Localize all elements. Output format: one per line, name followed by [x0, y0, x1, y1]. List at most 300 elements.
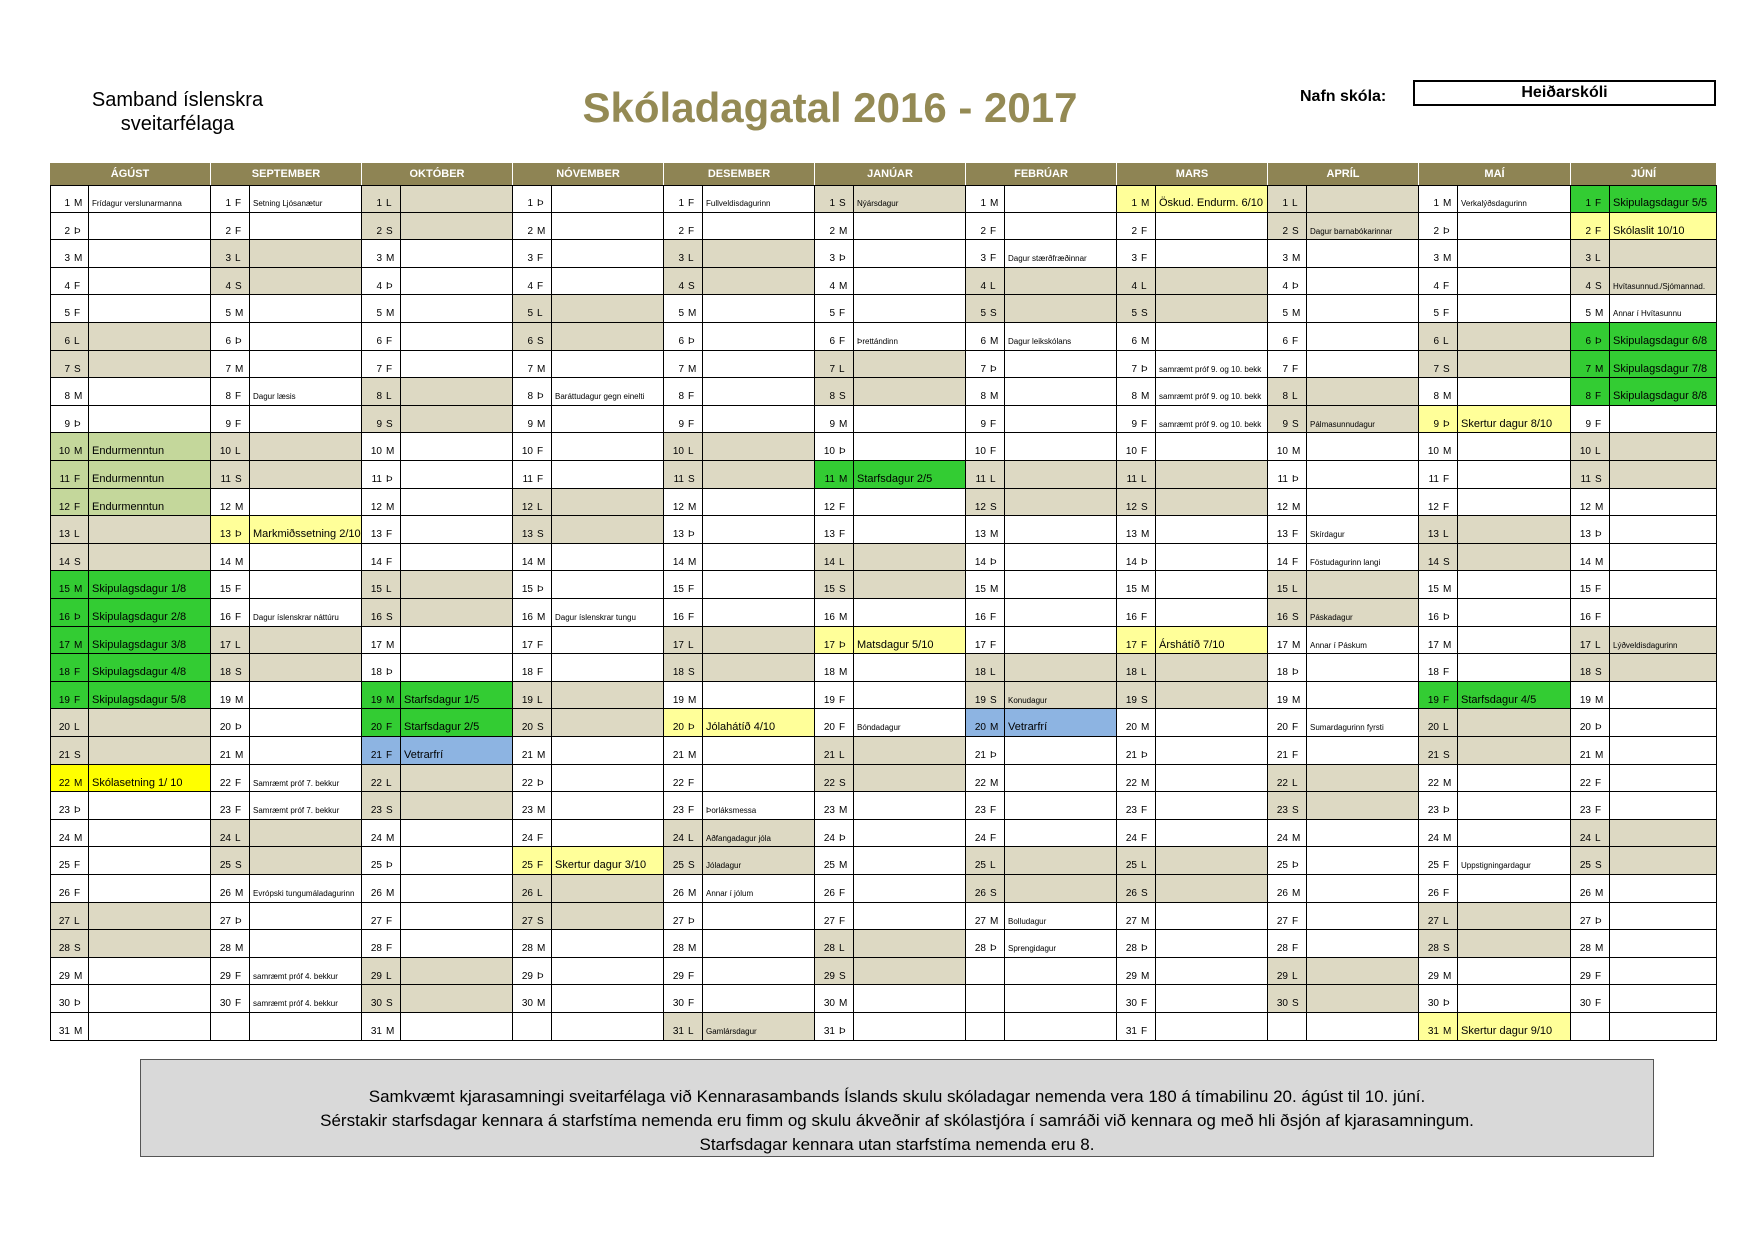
- weekday-letter: S: [839, 584, 846, 596]
- weekday-letter: F: [688, 777, 695, 789]
- weekday-letter: S: [688, 474, 695, 485]
- weekday-letter: F: [386, 915, 393, 927]
- weekday-letter: L: [1443, 915, 1449, 927]
- cell-divider: [702, 820, 703, 847]
- day-cell: [50, 516, 211, 544]
- cell-divider: [1306, 903, 1307, 930]
- weekday-letter: L: [1443, 529, 1449, 541]
- day-cell: [966, 268, 1117, 296]
- day-number: 4: [678, 280, 684, 292]
- weekday-letter: M: [74, 1026, 83, 1037]
- cell-divider: [1004, 489, 1005, 516]
- day-number: 18: [1579, 667, 1591, 679]
- day-number: 29: [58, 970, 70, 982]
- day-cell: [362, 709, 513, 737]
- weekday-letter: Þ: [537, 391, 544, 403]
- cell-divider: [702, 709, 703, 736]
- cell-divider: [551, 351, 552, 378]
- day-cell: [1117, 240, 1268, 268]
- cell-divider: [702, 323, 703, 350]
- weekday-letter: S: [1443, 943, 1450, 955]
- day-cell: [815, 737, 966, 765]
- day-number: 12: [823, 501, 835, 513]
- weekday-letter: L: [74, 915, 80, 927]
- cell-divider: [551, 185, 552, 212]
- day-cell: [1117, 847, 1268, 875]
- cell-divider: [400, 461, 401, 488]
- day-cell: [211, 627, 362, 655]
- weekday-letter: Þ: [1141, 750, 1148, 761]
- day-cell: [362, 516, 513, 544]
- weekday-letter: Þ: [1292, 280, 1299, 292]
- day-number: 2: [376, 225, 382, 237]
- day-number: 26: [521, 888, 533, 899]
- cell-divider: [400, 792, 401, 819]
- day-cell: [211, 903, 362, 931]
- weekday-letter: Þ: [1141, 363, 1148, 375]
- day-cell: [1419, 295, 1571, 323]
- cell-divider: [1155, 682, 1156, 709]
- day-cell: [664, 599, 815, 627]
- day-number: 29: [823, 970, 835, 982]
- cell-divider: [1609, 820, 1610, 847]
- day-cell: [211, 820, 362, 848]
- day-number: 10: [521, 446, 533, 458]
- weekday-letter: F: [74, 860, 81, 872]
- day-cell: [1117, 1013, 1268, 1041]
- day-cell: [362, 351, 513, 379]
- day-cell: [1419, 461, 1571, 489]
- cell-divider: [702, 461, 703, 488]
- weekday-letter: Þ: [990, 556, 997, 568]
- day-number: 14: [672, 556, 684, 568]
- weekday-letter: L: [1141, 860, 1147, 872]
- day-number: 16: [219, 612, 231, 623]
- weekday-letter: F: [688, 805, 695, 817]
- day-cell: [362, 378, 513, 406]
- weekday-letter: Þ: [74, 805, 81, 817]
- weekday-letter: Þ: [235, 722, 242, 734]
- day-cell: [1268, 406, 1419, 434]
- cell-divider: [249, 709, 250, 736]
- day-number: 29: [1579, 970, 1591, 982]
- cell-divider: [702, 654, 703, 681]
- cell-divider: [1155, 378, 1156, 405]
- day-cell: [1419, 571, 1571, 599]
- day-cell: [966, 461, 1117, 489]
- day-number: 5: [527, 308, 533, 320]
- day-number: 14: [219, 556, 231, 568]
- day-number: 3: [527, 253, 533, 265]
- day-number: 9: [64, 418, 70, 430]
- day-number: 22: [1427, 777, 1439, 789]
- cell-divider: [1609, 295, 1610, 322]
- day-number: 20: [823, 722, 835, 734]
- day-number: 24: [672, 832, 684, 844]
- cell-divider: [1609, 654, 1610, 681]
- day-number: 26: [672, 888, 684, 899]
- cell-divider: [1004, 599, 1005, 626]
- day-number: 25: [370, 860, 382, 872]
- weekday-letter: M: [1443, 391, 1452, 403]
- day-number: 15: [219, 584, 231, 596]
- weekday-letter: Þ: [74, 418, 81, 430]
- cell-divider: [249, 847, 250, 874]
- day-number: 27: [1125, 915, 1137, 927]
- cell-divider: [1457, 875, 1458, 902]
- day-number: 7: [980, 363, 986, 375]
- day-cell: [362, 958, 513, 986]
- day-number: 29: [1125, 970, 1137, 982]
- cell-divider: [400, 627, 401, 654]
- cell-divider: [1004, 571, 1005, 598]
- day-note: Verkalýðsdagurinn: [1461, 199, 1527, 208]
- cell-divider: [1457, 544, 1458, 571]
- cell-divider: [1609, 433, 1610, 460]
- day-cell: [815, 903, 966, 931]
- weekday-letter: M: [1292, 253, 1301, 265]
- weekday-letter: Þ: [1141, 943, 1148, 955]
- day-cell: [1571, 682, 1717, 710]
- day-cell: [211, 765, 362, 793]
- day-number: 17: [672, 639, 684, 651]
- day-cell: [211, 351, 362, 379]
- cell-divider: [249, 903, 250, 930]
- cell-divider: [1155, 213, 1156, 240]
- day-cell: [966, 295, 1117, 323]
- weekday-letter: S: [990, 308, 997, 320]
- day-note: samræmt próf 9. og 10. bekk: [1159, 392, 1262, 402]
- day-cell: [513, 295, 664, 323]
- cell-divider: [1609, 709, 1610, 736]
- day-cell: [362, 295, 513, 323]
- day-number: 12: [58, 501, 70, 513]
- day-cell: [50, 627, 211, 655]
- weekday-letter: Þ: [1443, 998, 1450, 1010]
- day-cell: [211, 571, 362, 599]
- day-number: 27: [370, 915, 382, 927]
- weekday-letter: Þ: [1595, 722, 1602, 734]
- cell-divider: [249, 433, 250, 460]
- day-cell: [50, 351, 211, 379]
- day-cell: [211, 268, 362, 296]
- day-cell: [513, 406, 664, 434]
- day-cell: [1268, 323, 1419, 351]
- day-number: 2: [1433, 225, 1439, 237]
- weekday-letter: S: [235, 667, 242, 679]
- cell-divider: [551, 544, 552, 571]
- day-cell: [513, 875, 664, 903]
- day-number: 28: [1276, 943, 1288, 955]
- cell-divider: [1155, 847, 1156, 874]
- cell-divider: [702, 627, 703, 654]
- weekday-letter: S: [386, 998, 393, 1010]
- weekday-letter: F: [1141, 446, 1148, 458]
- cell-divider: [853, 765, 854, 792]
- cell-divider: [400, 433, 401, 460]
- cell-divider: [249, 351, 250, 378]
- day-number: 18: [672, 667, 684, 679]
- day-cell: [362, 875, 513, 903]
- weekday-letter: Þ: [688, 336, 695, 347]
- day-cell: [966, 985, 1117, 1013]
- day-cell: [362, 544, 513, 572]
- weekday-letter: F: [537, 860, 544, 872]
- weekday-letter: F: [74, 474, 81, 485]
- day-number: 21: [823, 750, 835, 761]
- day-number: 18: [219, 667, 231, 679]
- cell-divider: [551, 240, 552, 267]
- weekday-letter: F: [1141, 418, 1148, 430]
- day-number: 20: [521, 722, 533, 734]
- day-number: 24: [823, 832, 835, 844]
- day-number: 7: [376, 363, 382, 375]
- cell-divider: [702, 268, 703, 295]
- day-cell: [1268, 1013, 1419, 1041]
- cell-divider: [249, 571, 250, 598]
- day-cell: [1117, 985, 1268, 1013]
- day-cell: [664, 240, 815, 268]
- day-number: 16: [521, 612, 533, 623]
- day-cell: [1419, 489, 1571, 517]
- cell-divider: [1609, 185, 1610, 212]
- cell-divider: [1609, 544, 1610, 571]
- day-cell: [1571, 820, 1717, 848]
- day-cell: [1117, 571, 1268, 599]
- day-number: 29: [521, 970, 533, 982]
- day-cell: [815, 958, 966, 986]
- weekday-letter: M: [386, 888, 395, 899]
- weekday-letter: M: [688, 943, 697, 955]
- weekday-letter: Þ: [1443, 418, 1450, 430]
- cell-divider: [249, 323, 250, 350]
- weekday-letter: M: [1443, 970, 1452, 982]
- day-number: 29: [1427, 970, 1439, 982]
- weekday-letter: S: [839, 391, 846, 403]
- weekday-letter: M: [537, 943, 546, 955]
- day-number: 13: [672, 529, 684, 541]
- weekday-letter: F: [839, 308, 846, 320]
- cell-divider: [702, 875, 703, 902]
- weekday-letter: M: [1595, 501, 1604, 513]
- weekday-letter: M: [235, 363, 244, 375]
- day-number: 19: [1427, 694, 1439, 706]
- day-number: 21: [1125, 750, 1137, 761]
- weekday-letter: Þ: [1595, 336, 1602, 347]
- cell-divider: [551, 489, 552, 516]
- day-cell: [815, 1013, 966, 1041]
- weekday-letter: F: [235, 998, 242, 1010]
- day-cell: [50, 792, 211, 820]
- day-cell: [362, 985, 513, 1013]
- cell-divider: [1004, 433, 1005, 460]
- day-cell: [1419, 709, 1571, 737]
- day-cell: [664, 682, 815, 710]
- cell-divider: [88, 571, 89, 598]
- cell-divider: [702, 985, 703, 1012]
- day-cell: [513, 709, 664, 737]
- day-cell: [513, 958, 664, 986]
- day-cell: [664, 213, 815, 241]
- school-name-field[interactable]: Heiðarskóli: [1413, 80, 1716, 106]
- day-number: 23: [521, 805, 533, 817]
- day-number: 21: [370, 750, 382, 761]
- day-cell: [211, 378, 362, 406]
- day-cell: [1571, 654, 1717, 682]
- day-number: 10: [370, 446, 382, 458]
- day-number: 4: [1131, 280, 1137, 292]
- day-number: 25: [219, 860, 231, 872]
- day-number: 23: [1125, 805, 1137, 817]
- day-number: 21: [521, 750, 533, 761]
- weekday-letter: F: [1595, 998, 1602, 1010]
- cell-divider: [1457, 240, 1458, 267]
- day-note: Jólahátíð 4/10: [706, 721, 776, 734]
- cell-divider: [551, 461, 552, 488]
- cell-divider: [1155, 1013, 1156, 1040]
- weekday-letter: F: [1595, 777, 1602, 789]
- cell-divider: [702, 351, 703, 378]
- cell-divider: [1457, 213, 1458, 240]
- weekday-letter: F: [688, 584, 695, 596]
- cell-divider: [702, 516, 703, 543]
- day-number: 17: [1427, 639, 1439, 651]
- cell-divider: [551, 268, 552, 295]
- weekday-letter: S: [1292, 998, 1299, 1010]
- day-cell: [211, 654, 362, 682]
- day-note: samræmt próf 4. bekkur: [253, 971, 338, 981]
- day-cell: [664, 323, 815, 351]
- weekday-letter: S: [386, 418, 393, 430]
- cell-divider: [1609, 903, 1610, 930]
- day-cell: [50, 820, 211, 848]
- weekday-letter: F: [839, 694, 846, 706]
- day-number: 8: [225, 391, 231, 403]
- day-note: Hvítasunnud./Sjómannad.: [1613, 281, 1706, 291]
- month-header: DESEMBER: [664, 163, 815, 185]
- cell-divider: [1155, 295, 1156, 322]
- cell-divider: [1004, 185, 1005, 212]
- day-cell: [815, 682, 966, 710]
- weekday-letter: S: [990, 501, 997, 513]
- cell-divider: [1155, 930, 1156, 957]
- cell-divider: [1004, 240, 1005, 267]
- cell-divider: [1004, 516, 1005, 543]
- day-cell: [664, 958, 815, 986]
- day-cell: [664, 185, 815, 213]
- cell-divider: [88, 489, 89, 516]
- day-cell: [513, 378, 664, 406]
- day-number: 3: [1131, 253, 1137, 265]
- day-number: 21: [1579, 750, 1591, 761]
- cell-divider: [400, 295, 401, 322]
- weekday-letter: L: [537, 501, 543, 513]
- weekday-letter: L: [1595, 832, 1601, 844]
- weekday-letter: L: [839, 363, 845, 375]
- day-cell: [966, 765, 1117, 793]
- weekday-letter: M: [1443, 777, 1452, 789]
- weekday-letter: M: [1292, 446, 1301, 458]
- day-number: 26: [219, 888, 231, 899]
- cell-divider: [551, 765, 552, 792]
- day-number: 16: [823, 612, 835, 623]
- day-cell: [362, 433, 513, 461]
- day-cell: [211, 1013, 362, 1041]
- cell-divider: [853, 240, 854, 267]
- cell-divider: [1004, 378, 1005, 405]
- cell-divider: [1609, 240, 1610, 267]
- day-note: Skipulagsdagur 3/8: [92, 638, 187, 651]
- weekday-letter: F: [990, 805, 997, 817]
- day-number: 10: [672, 446, 684, 458]
- school-calendar: [50, 163, 1717, 1041]
- weekday-letter: M: [386, 832, 395, 844]
- cell-divider: [249, 792, 250, 819]
- weekday-letter: M: [537, 998, 546, 1010]
- cell-divider: [400, 544, 401, 571]
- weekday-letter: S: [74, 363, 81, 375]
- weekday-letter: Þ: [386, 280, 393, 292]
- day-cell: [966, 489, 1117, 517]
- cell-divider: [853, 489, 854, 516]
- day-number: 25: [521, 860, 533, 872]
- day-note: Skipulagsdagur 4/8: [92, 666, 187, 679]
- day-cell: [664, 406, 815, 434]
- day-number: 18: [974, 667, 986, 679]
- cell-divider: [1004, 709, 1005, 736]
- cell-divider: [1004, 295, 1005, 322]
- day-number: 3: [1585, 253, 1591, 265]
- month-header: JANÚAR: [815, 163, 966, 185]
- day-number: 24: [521, 832, 533, 844]
- day-number: 19: [1125, 694, 1137, 706]
- cell-divider: [88, 682, 89, 709]
- day-cell: [513, 240, 664, 268]
- day-cell: [966, 903, 1117, 931]
- weekday-letter: M: [1595, 888, 1604, 899]
- day-note: Endurmenntun: [92, 445, 165, 458]
- day-note: Árshátíð 7/10: [1159, 638, 1225, 651]
- day-cell: [513, 571, 664, 599]
- day-number: 24: [219, 832, 231, 844]
- cell-divider: [249, 654, 250, 681]
- day-number: 15: [370, 584, 382, 596]
- weekday-letter: S: [1141, 501, 1148, 513]
- day-number: 1: [225, 198, 231, 209]
- weekday-letter: S: [1141, 694, 1148, 706]
- weekday-letter: F: [688, 612, 695, 623]
- weekday-letter: F: [74, 308, 81, 320]
- day-cell: [966, 847, 1117, 875]
- day-cell: [362, 461, 513, 489]
- day-number: 22: [370, 777, 382, 789]
- day-number: 4: [980, 280, 986, 292]
- day-number: 18: [823, 667, 835, 679]
- weekday-letter: F: [990, 225, 997, 237]
- cell-divider: [88, 1013, 89, 1040]
- day-cell: [966, 875, 1117, 903]
- day-number: 12: [1579, 501, 1591, 513]
- day-cell: [513, 654, 664, 682]
- cell-divider: [1155, 875, 1156, 902]
- weekday-letter: F: [1443, 501, 1450, 513]
- day-cell: [966, 185, 1117, 213]
- cell-divider: [702, 544, 703, 571]
- cell-divider: [88, 351, 89, 378]
- cell-divider: [1004, 958, 1005, 985]
- day-number: 1: [829, 198, 835, 209]
- weekday-letter: Þ: [386, 860, 393, 872]
